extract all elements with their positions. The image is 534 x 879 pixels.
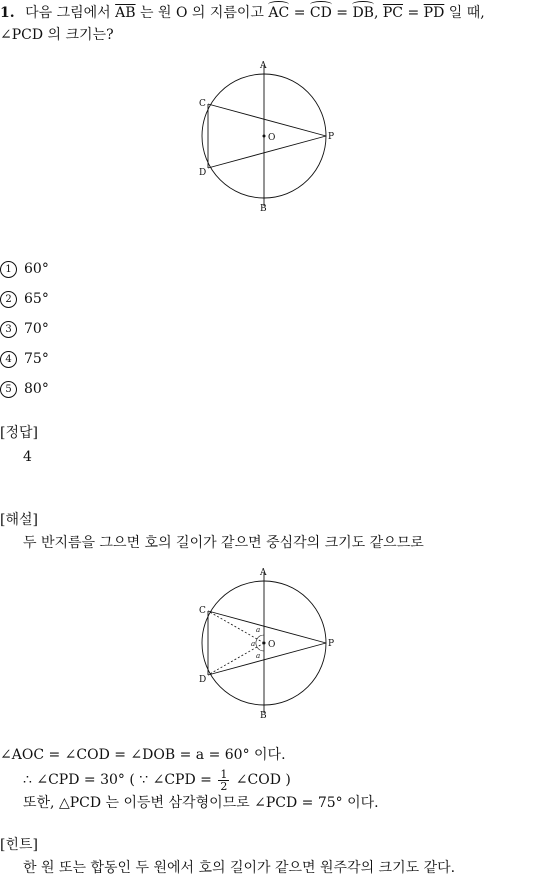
hint-text: 한 원 또는 합동인 두 원에서 호의 길이가 같으면 원주각의 크기도 같다. [23,860,456,876]
label-p: P [328,639,335,649]
hint-label: [힌트] [0,837,38,853]
label-c: C [199,606,206,616]
option-number-2: 2 [0,291,17,308]
label-o: O [268,133,276,143]
arc-cd: CD [309,5,332,21]
label-a: A [260,61,267,71]
label-a: A [260,568,267,578]
option-5[interactable] [0,380,49,398]
question-number: 1. [0,5,15,21]
question-text-suffix: 일 때, [448,5,485,21]
label-b: B [260,711,267,721]
explanation-line-2 [23,768,291,792]
equals-sign: = [407,5,420,21]
segment-pd: $\overline{PD}$ [423,5,445,21]
label-d: D [199,168,207,178]
question-line-1: 1. 다음 그림에서 $\overline{AB}$ 는 원 O 의 지름이고 AC = CD = DB, $\overline{PC} = \overline{PD}$ 일 때, [0,5,485,21]
explanation-line-1: ∠AOC = ∠COD = ∠DOB = a = 60° 이다. [0,747,286,763]
explanation-intro: 두 반지름을 그으면 호의 길이가 같으면 중심각의 크기도 같으므로 [23,535,424,551]
segment-pc: $\overline{PC}$ [382,5,404,21]
question-text-mid: 는 원 O 의 지름이고 [140,5,264,21]
question-line-2: ∠PCD 의 크기는? [0,27,114,43]
answer-value: 4 [23,449,32,465]
option-2[interactable] [0,290,49,308]
segment-ab: $\overline{AB}$ [115,5,136,21]
fraction-numerator: 1 [220,767,228,781]
fraction-half [218,769,229,792]
explanation-line-3: 또한, △PCD 는 이등변 삼각형이므로 ∠PCD = 75° 이다. [23,795,379,811]
option-number-4: 4 [0,351,17,368]
option-number-1: 1 [0,261,17,278]
arc-ac: AC [268,5,290,21]
circle-figure-explanation [190,563,350,723]
option-1[interactable] [0,260,49,278]
explanation-line-2-a: ∴ ∠CPD = 30° ( ∵ ∠CPD = [23,772,212,788]
question-text-prefix: 다음 그림에서 [25,5,111,21]
explanation-line-2-b: ∠COD ) [235,772,291,788]
angle-a-3: a [256,652,261,660]
label-b: B [260,204,267,214]
option-text: 75° [24,351,49,367]
equals-sign: = [336,5,348,21]
option-text: 80° [24,381,49,397]
circle-figure [190,56,350,216]
option-number-5: 5 [0,381,17,398]
option-text: 65° [24,291,49,307]
option-text: 60° [24,261,49,277]
fraction-denominator: 2 [220,779,228,793]
angle-a-1: a [256,626,261,634]
answer-label: [정답] [0,425,38,441]
label-p: P [328,132,335,142]
angle-a-2: a [251,640,256,648]
arc-db: DB [352,5,374,21]
option-3[interactable] [0,320,49,338]
equals-sign: = [293,5,306,21]
option-number-3: 3 [0,321,17,338]
label-o: O [268,640,276,650]
option-4[interactable] [0,350,49,368]
option-text: 70° [24,321,49,337]
explanation-label: [해설] [0,512,38,528]
label-d: D [199,675,207,685]
label-c: C [199,99,206,109]
